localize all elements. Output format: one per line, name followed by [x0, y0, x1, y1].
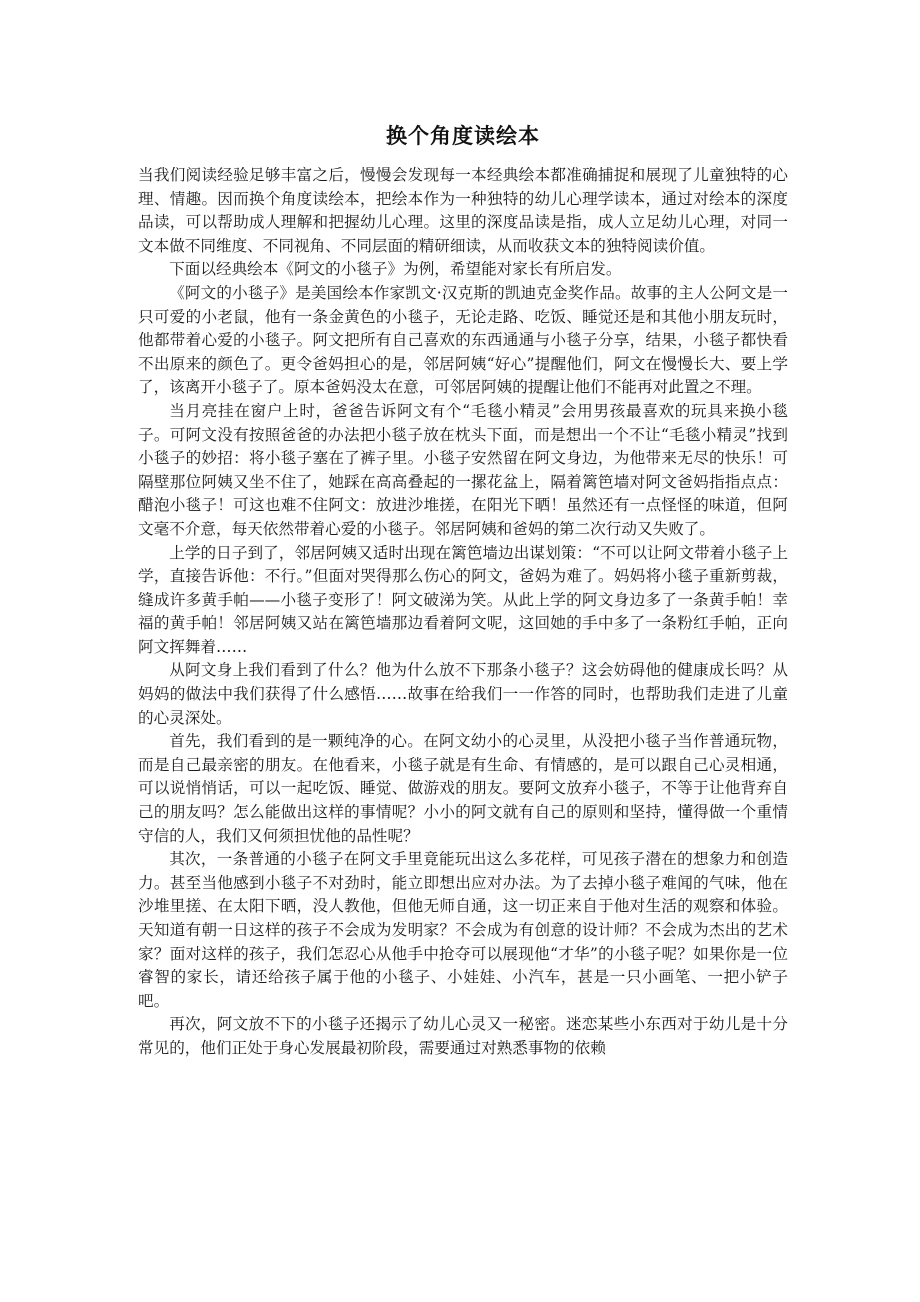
document-page [138, 118, 788, 1061]
document-body [138, 164, 788, 1061]
body-paragraph: 再次，阿文放不下的小毯子还揭示了幼儿心灵又一秘密。迷恋某些小东西对于幼儿是十分常见的，他们正处于身心发展最初阶段，需要通过对熟悉事物的依赖 [138, 1015, 788, 1057]
body-paragraph: 上学的日子到了，邻居阿姨又适时出现在篱笆墙边出谋划策：“不可以让阿文带着小毯子上学，直接告诉他：不行。”但面对哭得那么伤心的阿文，爸妈为难了。妈妈将小毯子重新剪裁，缝成许多黄手帕——小毯子变形了！阿文破涕为笑。从此上学的阿文身边多了一条黄手帕！幸福的黄手帕！邻居阿姨又站在篱笆墙那边看着阿文呢，这回她的手中多了一条粉红手帕，正向阿文挥舞着…… [138, 543, 788, 656]
body-paragraph: 当我们阅读经验足够丰富之后，慢慢会发现每一本经典绘本都准确捕捉和展现了儿童独特的心理、情趣。因而换个角度读绘本，把绘本作为一种独特的幼儿心理学读本，通过对绘本的深度品读，可以帮助成人理解和把握幼儿心理。这里的深度品读是指，成人立足幼儿心理，对同一文本做不同维度、不同视角、不同层面的精研细读，从而收获文本的独特阅读价值。 [138, 166, 788, 255]
body-paragraph: 从阿文身上我们看到了什么？他为什么放不下那条小毯子？这会妨碍他的健康成长吗？从妈妈的做法中我们获得了什么感悟……故事在给我们一一作答的同时，也帮助我们走进了儿童的心灵深处。 [138, 661, 788, 727]
body-paragraph: 下面以经典绘本《阿文的小毯子》为例，希望能对家长有所启发。 [169, 260, 622, 279]
body-paragraph: 其次，一条普通的小毯子在阿文手里竟能玩出这么多花样，可见孩子潜在的想象力和创造力。甚至当他感到小毯子不对劲时，能立即想出应对办法。为了去掉小毯子难闻的气味，他在沙堆里搓、在太阳下晒，没人教他，但他无师自通，这一切正来自于他对生活的观察和体验。天知道有朝一日这样的孩子不会成为发明家？不会成为有创意的设计师？不会成为杰出的艺术家？面对这样的孩子，我们怎忍心从他手中抢夺可以展现他“才华”的小毯子呢？如果你是一位睿智的家长，请还给孩子属于他的小毯子、小娃娃、小汽车，甚是一只小画笔、一把小铲子吧。 [138, 850, 788, 1010]
body-paragraph: 《阿文的小毯子》是美国绘本作家凯文·汉克斯的凯迪克金奖作品。故事的主人公阿文是一只可爱的小老鼠，他有一条金黄色的小毯子，无论走路、吃饭、睡觉还是和其他小朋友玩时，他都带着心爱的小毯子。阿文把所有自己喜欢的东西通通与小毯子分享，结果，小毯子都快看不出原来的颜色了。更令爸妈担心的是，邻居阿姨“好心”提醒他们，阿文在慢慢长大、要上学了，该离开小毯子了。原本爸妈没太在意，可邻居阿姨的提醒让他们不能再对此置之不理。 [138, 283, 788, 397]
document-title: 换个角度读绘本 [386, 124, 540, 148]
body-paragraph: 当月亮挂在窗户上时，爸爸告诉阿文有个“毛毯小精灵”会用男孩最喜欢的玩具来换小毯子。可阿文没有按照爸爸的办法把小毯子放在枕头下面，而是想出一个不让“毛毯小精灵”找到小毯子的妙招：将小毯子塞在了裤子里。小毯子安然留在阿文身边，为他带来无尽的快乐！可隔壁那位阿姨又坐不住了，她踩在高高叠起的一摞花盆上，隔着篱笆墙对阿文爸妈指指点点：醋泡小毯子！可这也难不住阿文：放进沙堆搓，在阳光下晒！虽然还有一点怪怪的味道，但阿文毫不介意，每天依然带着心爱的小毯子。邻居阿姨和爸妈的第二次行动又失败了。 [138, 401, 788, 538]
body-paragraph: 首先，我们看到的是一颗纯净的心。在阿文幼小的心灵里，从没把小毯子当作普通玩物，而是自己最亲密的朋友。在他看来，小毯子就是有生命、有情感的，是可以跟自己心灵相通，可以说悄悄话，可以一起吃饭、睡觉、做游戏的朋友。要阿文放弃小毯子，不等于让他背弃自己的朋友吗？怎么能做出这样的事情呢？小小的阿文就有自己的原则和坚持，懂得做一个重情守信的人，我们又何须担忧他的品性呢？ [138, 732, 788, 845]
